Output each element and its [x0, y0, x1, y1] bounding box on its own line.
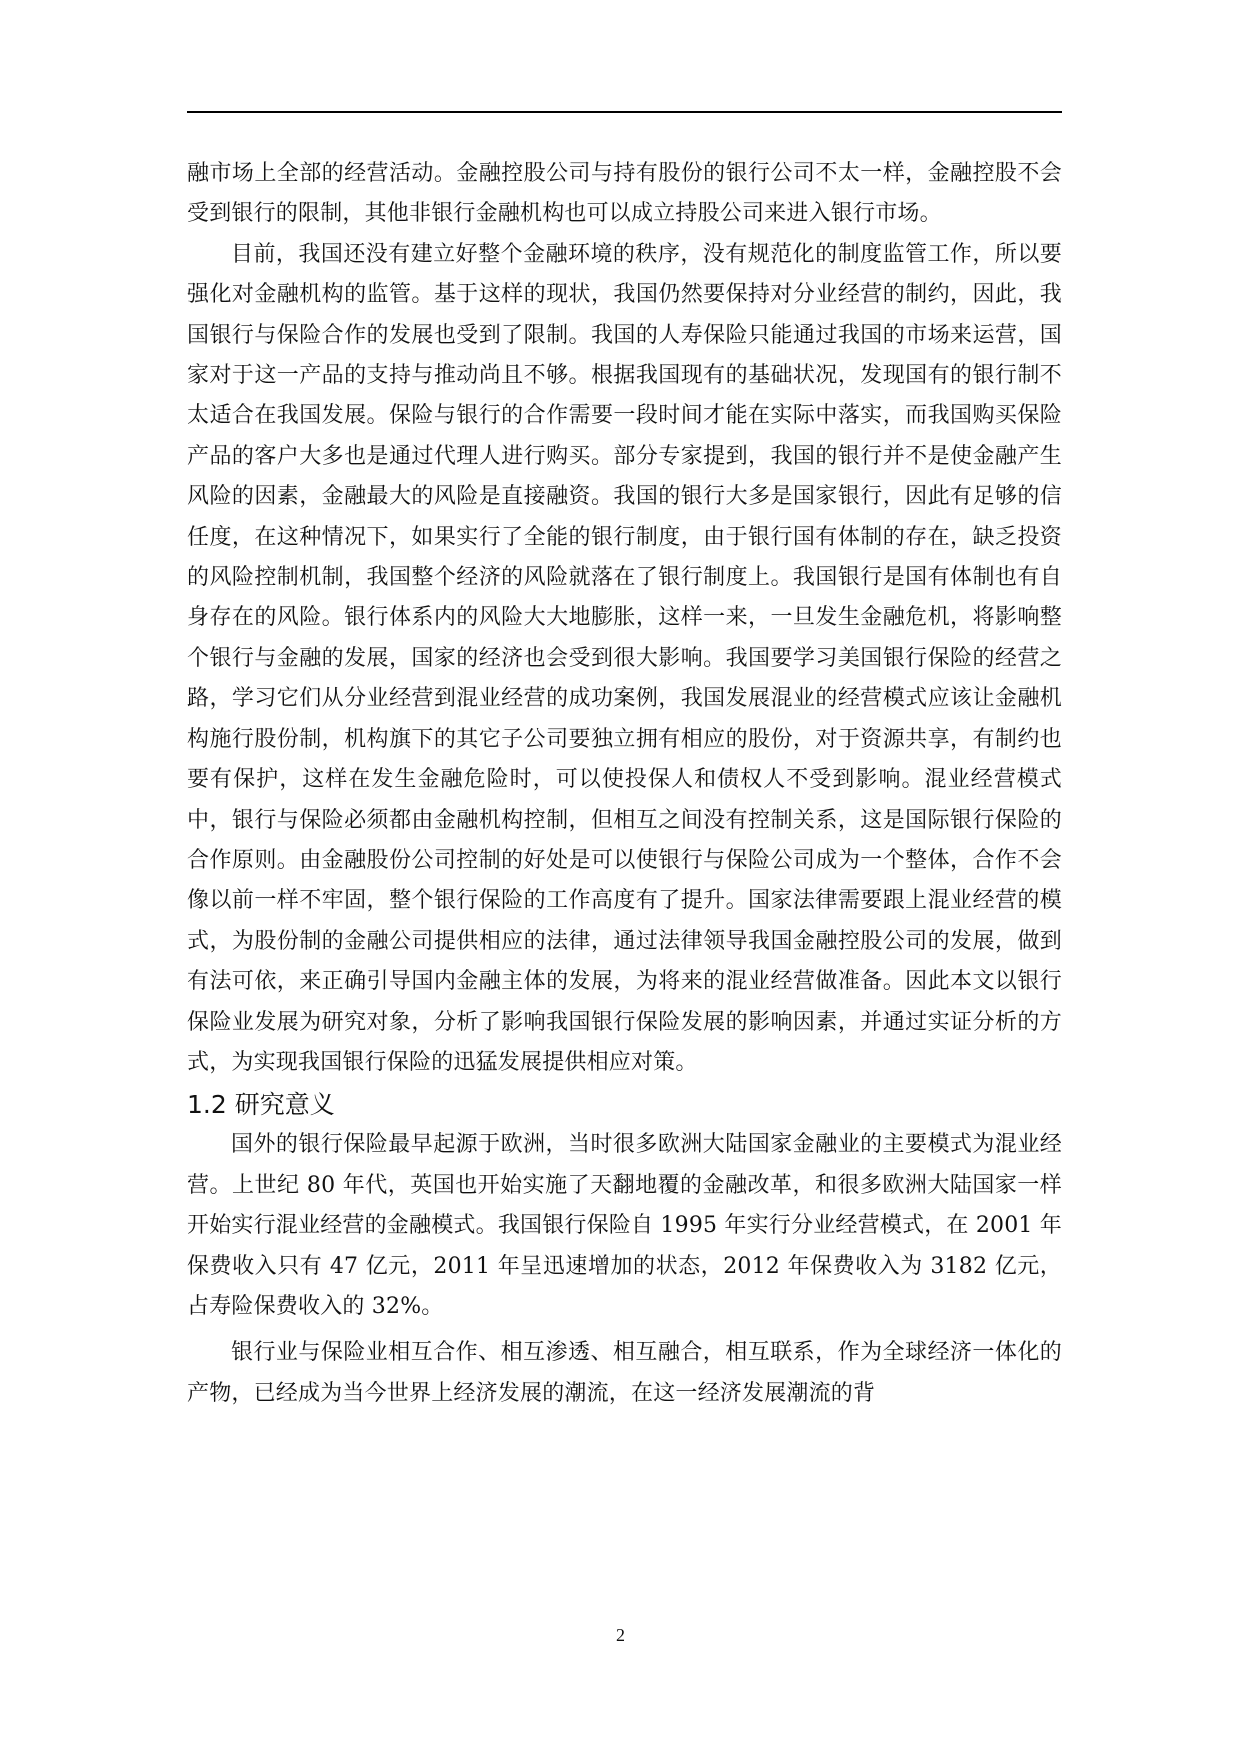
paragraph-2: 目前，我国还没有建立好整个金融环境的秩序，没有规范化的制度监管工作，所以要强化对金融机构的监管。基于这样的现状，我国仍然要保持对分业经营的制约，因此，我国银行与保险合作的发展也受到了限制。我国的人寿保险只能通过我国的市场来运营，国家对于这一产品的支持与推动尚且不够。根据我国现有的基础状况，发现国有的银行制不太适合在我国发展。保险与银行的合作需要一段时间才能在实际中落实，而我国购买保险产品的客户大多也是通过代理人进行购买。部分专家提到，我国的银行并不是使金融产生风险的因素，金融最大的风险是直接融资。我国的银行大多是国家银行，因此有足够的信任度，在这种情况下，如果实行了全能的银行制度，由于银行国有体制的存在，缺乏投资的风险控制机制，我国整个经济的风险就落在了银行制度上。我国银行是国有体制也有自身存在的风险。银行体系内的风险大大地膨胀，这样一来，一旦发生金融危机，将影响整个银行与金融的发展，国家的经济也会受到很大影响。我国要学习美国银行保险的经营之路，学习它们从分业经营到混业经营的成功案例，我国发展混业的经营模式应该让金融机构施行股份制，机构旗下的其它子公司要独立拥有相应的股份，对于资源共享，有制约也要有保护，这样在发生金融危险时，可以使投保人和债权人不受到影响。混业经营模式中，银行与保险必须都由金融机构控制，但相互之间没有控制关系，这是国际银行保险的合作原则。由金融股份公司控制的好处是可以使银行与保险公司成为一个整体，合作不会像以前一样不牢固，整个银行保险的工作高度有了提升。国家法律需要跟上混业经营的模式，为股份制的金融公司提供相应的法律，通过法律领导我国金融控股公司的发展，做到有法可依，来正确引导国内金融主体的发展，为将来的混业经营做准备。因此本文以银行保险业发展为研究对象，分析了影响我国银行保险发展的影响因素，并通过实证分析的方式，为实现我国银行保险的迅猛发展提供相应对策。 [187, 241, 1062, 1075]
paragraph-3: 国外的银行保险最早起源于欧洲，当时很多欧洲大陆国家金融业的主要模式为混业经营。上世纪 80 年代，英国也开始实施了天翻地覆的金融改革，和很多欧洲大陆国家一样开始实行混业经营的金融模式。我国银行保险自 1995 年实行分业经营模式，在 2001 年保费收入只有 47 亿元，2011 年呈迅速增加的状态，2012 年保费收入为 3182 亿元，占寿险保费收入的 32%。 [187, 1132, 1062, 1319]
section-heading: 1.2 研究意义 [187, 1090, 335, 1120]
header-rule [187, 111, 1062, 113]
paragraph-4: 银行业与保险业相互合作、相互渗透、相互融合，相互联系，作为全球经济一体化的产物，已经成为当今世界上经济发展的潮流，在这一经济发展潮流的背 [187, 1340, 1062, 1406]
body-text [187, 154, 1062, 1414]
page-number: 2 [616, 1625, 625, 1645]
paragraph-1: 融市场上全部的经营活动。金融控股公司与持有股份的银行公司不太一样，金融控股不会受到银行的限制，其他非银行金融机构也可以成立持股公司来进入银行市场。 [187, 161, 1062, 227]
